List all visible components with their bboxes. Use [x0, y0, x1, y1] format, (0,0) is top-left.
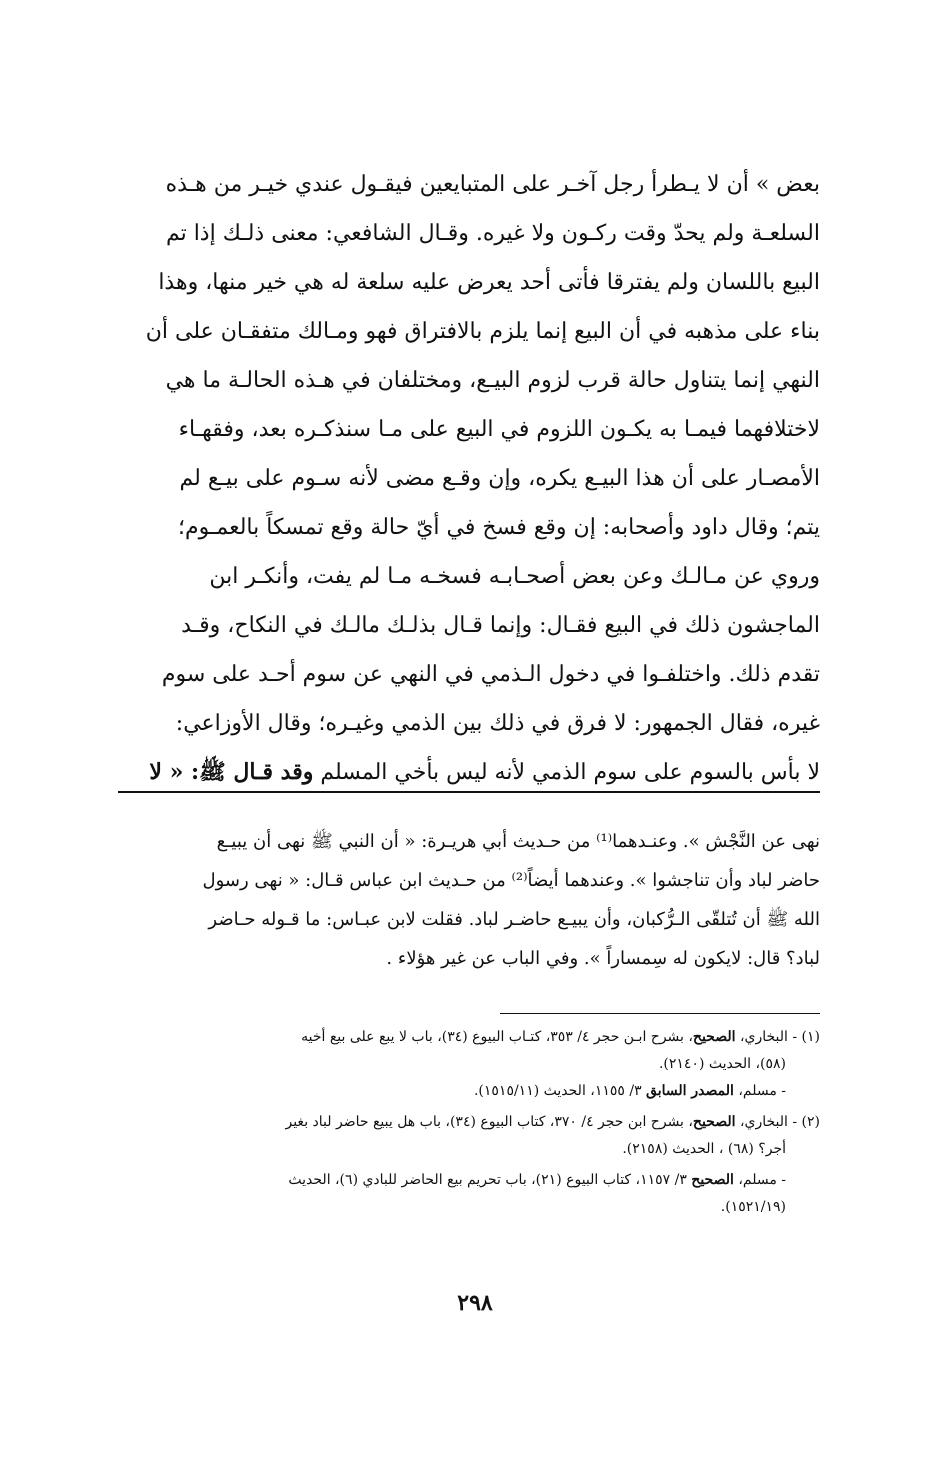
quote-line: حاضر لباد وأن تناجشوا ». وعندهما أيضاً⁽²⁾ من حـديث ابن عباس قـال: « نهى رسول — [202, 870, 820, 891]
footnote-1-continuation: (٥٨)، الحديث (٢١٤٠). — [658, 1056, 786, 1072]
footnote-1-muslim-title: المصدر السابق — [646, 1083, 734, 1099]
footnotes-block — [80, 1024, 820, 1221]
footnote-1-muslim-line — [80, 1078, 820, 1105]
main-text-line: بعض » أن لا يـطرأ رجل آخـر على المتبايعين فيقـول عندي خيـر من هـذه — [165, 172, 820, 197]
main-text-last-line-plain: لا بأس بالسوم على سوم الذمي لأنه ليس بأخي المسلم — [313, 760, 820, 785]
main-text-last-line — [120, 748, 820, 797]
quote-line: الله ﷺ أن تُتلقّى الـرُّكبان، وأن يبيـع حاضـر لباد. فقلت لابن عبـاس: ما قـوله حـاضر — [208, 909, 820, 930]
footnote-2-continuation: أجر؟ (٦٨) ، الحديث (٢١٥٨). — [622, 1141, 786, 1157]
main-text-line: البيع باللسان ولم يفترقا فأتى أحد يعرض عليه سلعة له هي خير منها، وهذا — [158, 270, 820, 295]
main-text-line: النهي إنما يتناول حالة قرب لزوم البيـع، ومختلفان في هـذه الحالـة ما هي — [165, 368, 820, 393]
main-text-last-line-bold: وقد قـال ﷺ: « لا — [149, 759, 314, 785]
main-text-line: السلعـة ولم يحدّ وقت ركـون ولا غيره. وقـال الشافعي: معنى ذلـك إذا تم — [165, 221, 820, 246]
footnote-2-muslim-title: الصحيح — [691, 1172, 734, 1188]
footnote-2-book-title: الصحيح — [692, 1114, 736, 1130]
main-text-line: تقدم ذلك. واختلفـوا في دخول الـذمي في النهي عن سوم أحـد على سوم — [161, 662, 820, 687]
main-text-line: غيره، فقال الجمهور: لا فرق في ذلك بين الذمي وغيـره؛ وقال الأوزاعي: — [175, 711, 820, 736]
footnote-1-source: (١) - البخاري، — [735, 1029, 820, 1045]
footnote-2-muslim-reference: ٣/ ١١٥٧، كتاب البيوع (٢١)، باب تحريم بيع الحاضر للبادي (٦)، الحديث — [288, 1172, 692, 1188]
main-text-block — [120, 160, 820, 797]
footnote-1-book-title: الصحيح — [692, 1029, 736, 1045]
footnote-divider — [500, 1013, 820, 1014]
footnote-2-reference: ، بشرح ابن حجر ٤/ ٣٧٠، كتاب البيوع (٣٤)، باب هل يبيع حاضر لباد بغير — [285, 1114, 693, 1130]
main-text-line: وروي عن مـالـك وعن بعض أصحـابـه فسخـه مـا لم يفت، وأنكـر ابن — [209, 564, 820, 589]
footnote-2-muslim-line — [80, 1167, 820, 1194]
footnote-1-reference: ، بشرح ابـن حجر ٤/ ٣٥٣، كتـاب البيوع (٣٤)، باب لا يبع على بيع أخيه — [301, 1029, 693, 1045]
hadith-quote-block — [118, 822, 820, 978]
quote-line: نهى عن النَّجْش ». وعنـدهما⁽¹⁾ من حـديث أبي هريـرة: « أن النبي ﷺ نهى أن يبيـع — [216, 831, 820, 852]
footnote-2-source: (٢) - البخاري، — [735, 1114, 820, 1130]
footnote-2-line — [80, 1109, 820, 1136]
main-text-line: الماجشون ذلك في البيع فقـال: وإنما قـال بذلـك مالـك في النكاح، وقـد — [181, 613, 820, 638]
footnote-1-muslim-reference: ٣/ ١١٥٥، الحديث (١٥١٥/١١). — [473, 1083, 647, 1099]
main-text-line: يتم؛ وقال داود وأصحابه: إن وقع فسخ في أيّ حالة وقع تمسكاً بالعمـوم؛ — [177, 515, 820, 540]
page-number: ٢٩٨ — [457, 1290, 493, 1316]
main-text-line: بناء على مذهبه في أن البيع إنما يلزم بالافتراق فهو ومـالك متفقـان على أن — [145, 319, 820, 344]
footnote-1-muslim-source: - مسلم، — [733, 1083, 786, 1099]
main-text-line: لاختلافهما فيمـا به يكـون اللزوم في البيع على مـا سنذكـره بعد، وفقهـاء — [178, 417, 820, 442]
footnote-2-muslim-source: - مسلم، — [733, 1172, 786, 1188]
text-divider — [118, 791, 820, 793]
quote-line: لباد؟ قال: لايكون له سِمساراً ». وفي الباب عن غير هؤلاء . — [386, 948, 820, 969]
footnote-1-line — [80, 1024, 820, 1051]
main-text-line: الأمصـار على أن هذا البيـع يكره، وإن وقـع مضى لأنه سـوم على بيـع لم — [179, 466, 820, 491]
footnote-2-muslim-continuation: (١٥٢١/١٩). — [720, 1199, 786, 1215]
